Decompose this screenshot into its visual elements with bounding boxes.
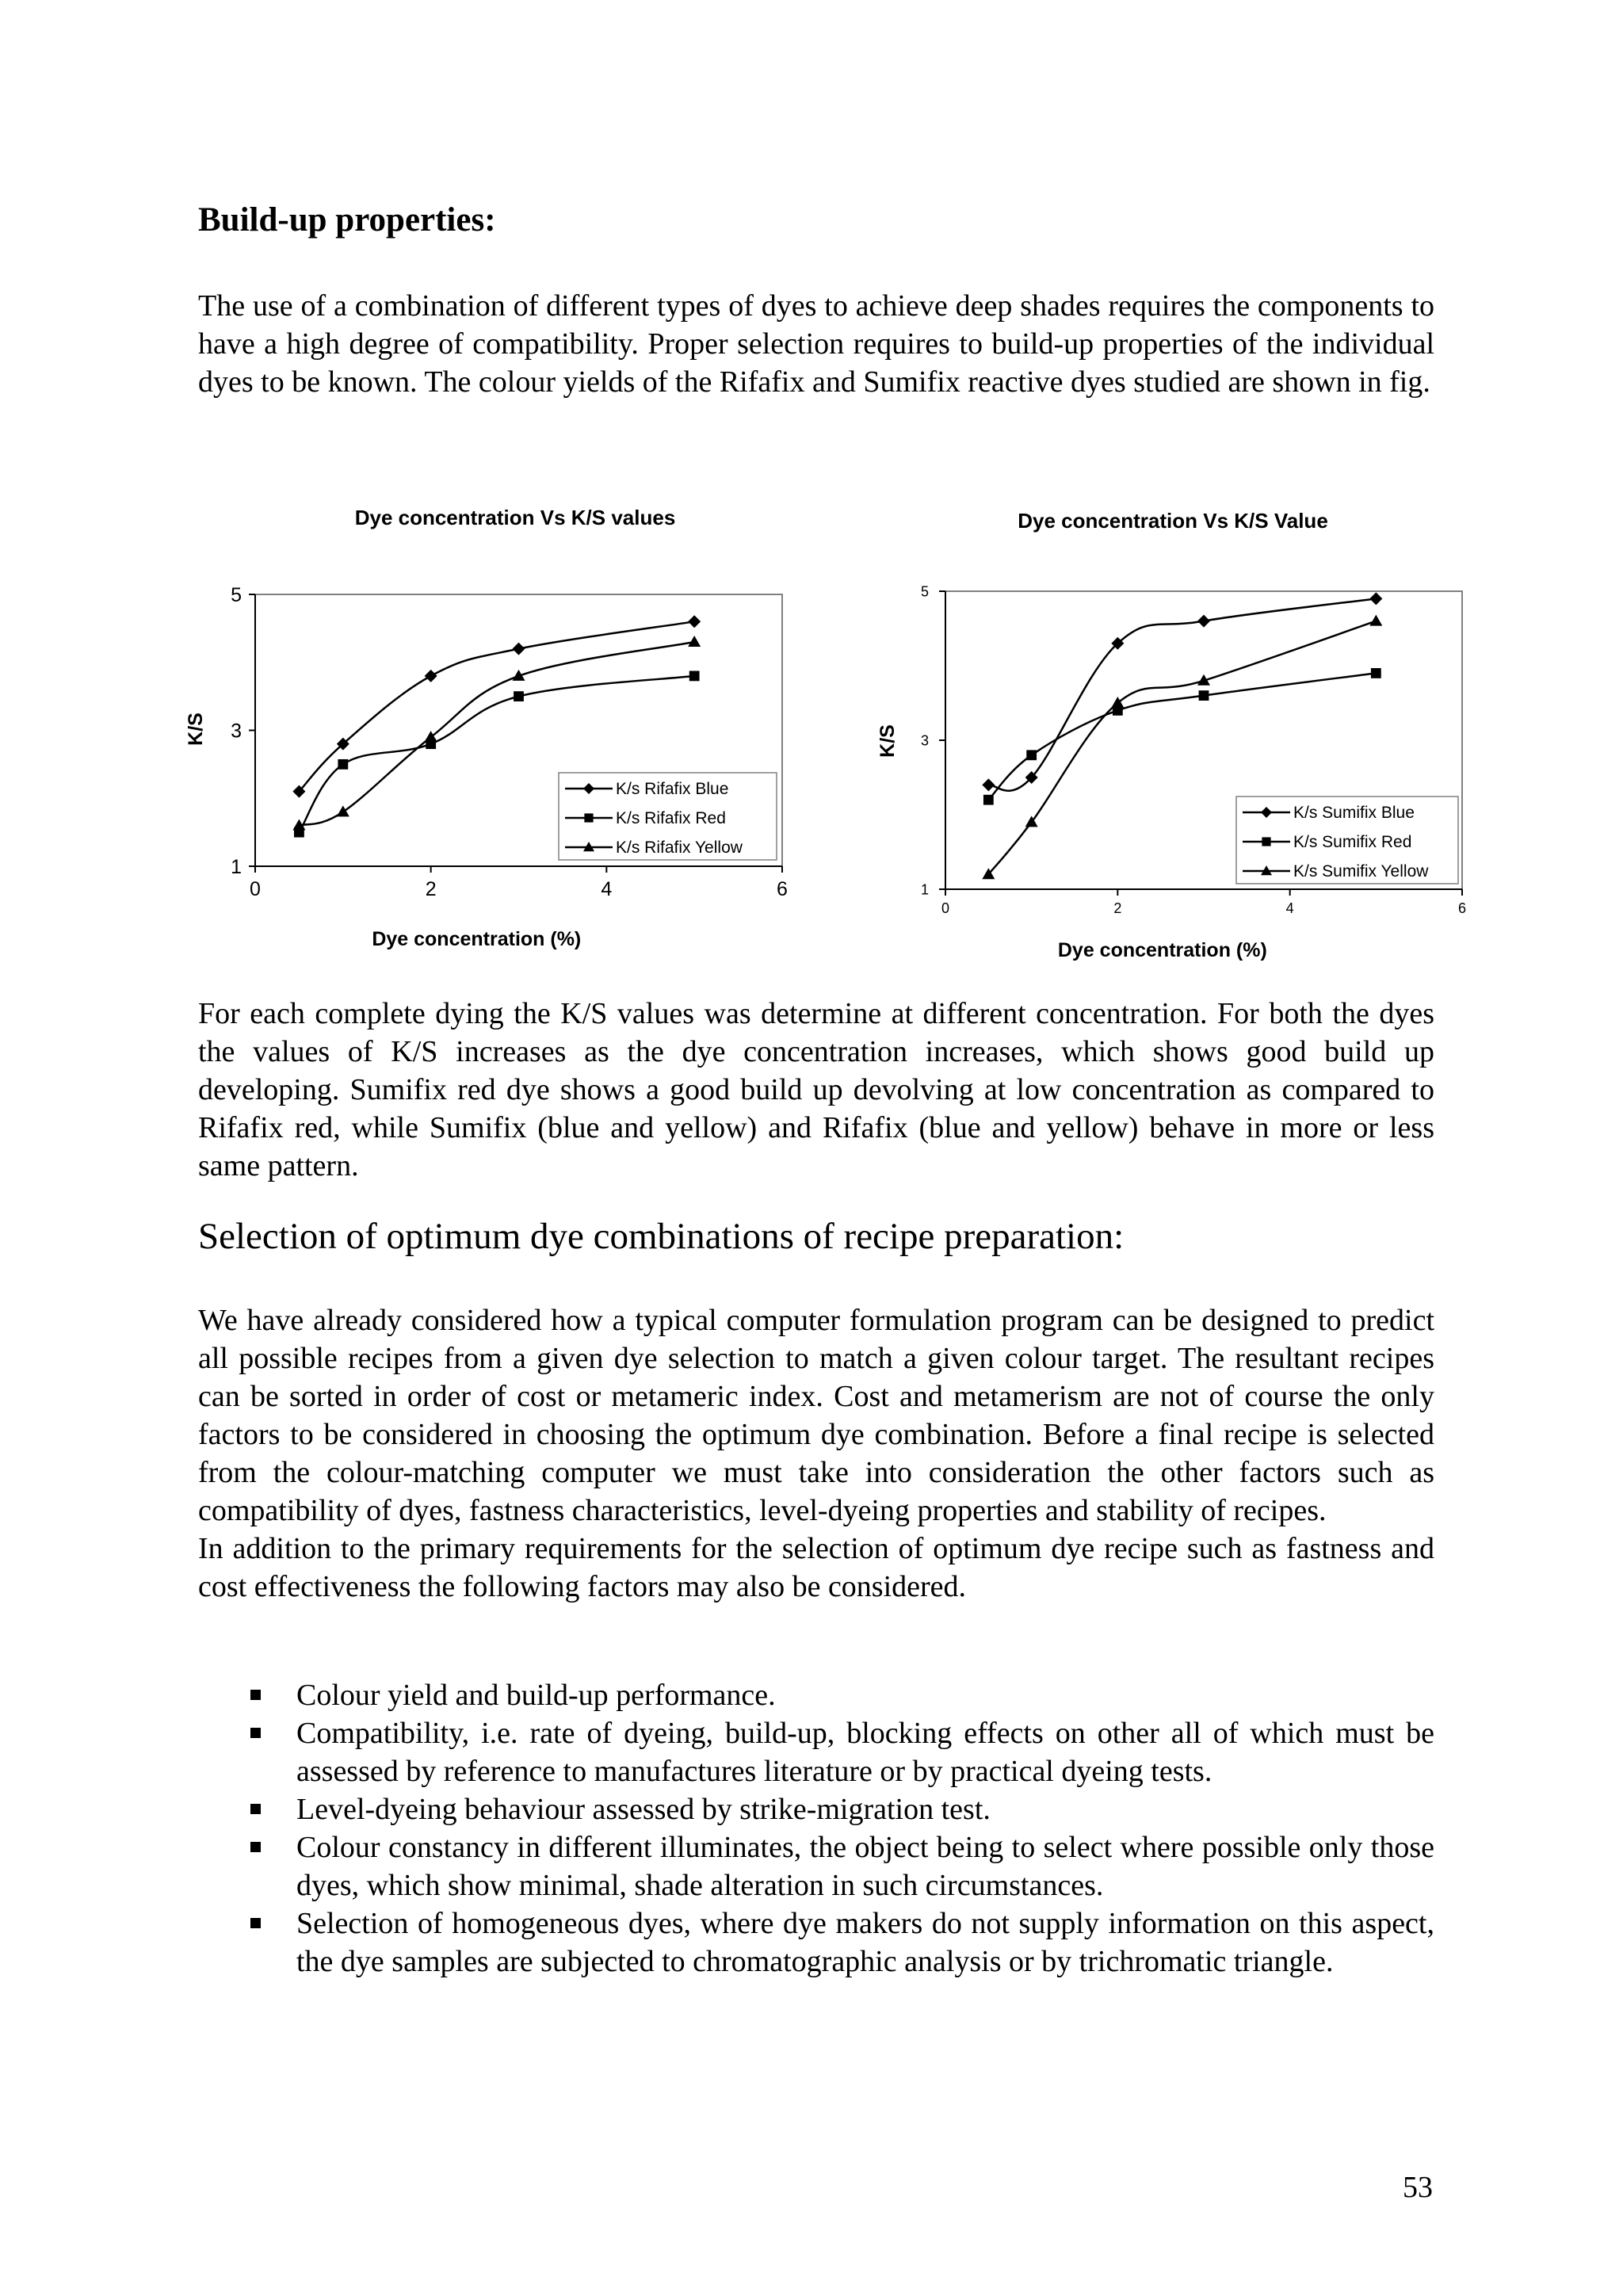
- section-heading: Build-up properties:: [198, 201, 496, 239]
- y-tick-label: 5: [920, 583, 929, 600]
- charts-discussion-paragraph: For each complete dying the K/S values was determine at different concentration. For both the dyes the values of K/S increases as the dye concentration increases, which shows good build up developing. Sumifix red dye shows a good build up devolving at low concentration as compared to Rifafix red, while Sumifix (blue and yellow) and Rifafix (blue and yellow) behave in more or less same pattern.: [198, 997, 1434, 1182]
- y-axis-label: K/S: [185, 712, 207, 746]
- bullet-square-icon: [250, 1690, 261, 1700]
- addition-paragraph: In addition to the primary requirements for the selection of optimum dye recipe such as fastness and cost effectiveness the following factors may also be considered.: [198, 1532, 1434, 1603]
- legend-marker: [1262, 837, 1270, 846]
- list-item-text: Level-dyeing behaviour assessed by strike-migration test.: [296, 1793, 991, 1826]
- bullet-square-icon: [250, 1842, 261, 1852]
- factor-list: [198, 1676, 1434, 1981]
- intro-paragraph-block: [198, 287, 1434, 401]
- legend-marker: [584, 813, 593, 822]
- x-tick-label: 2: [1113, 900, 1122, 916]
- y-tick-label: 3: [231, 720, 242, 743]
- x-tick-label: 6: [1457, 900, 1467, 916]
- list-item: [198, 1904, 1434, 1981]
- legend-label: K/s Rifafix Blue: [616, 780, 729, 798]
- x-tick-label: 2: [425, 878, 437, 900]
- y-tick-label: 5: [231, 583, 242, 606]
- legend-label: K/s Sumifix Red: [1293, 833, 1412, 851]
- subheading: Selection of optimum dye combinations of recipe preparation:: [198, 1216, 1125, 1257]
- list-item-text: Colour constancy in different illuminates, the object being to select where possible only those dyes, which show minimal, shade alteration in such circumstances.: [296, 1831, 1434, 1902]
- y-tick-label: 3: [920, 732, 929, 749]
- list-item-text: Compatibility, i.e. rate of dyeing, build-up, blocking effects on other all of which must be assessed by reference to manufactures literature or by practical dyeing tests.: [296, 1717, 1434, 1788]
- legend-label: K/s Rifafix Red: [616, 809, 726, 827]
- y-tick-label: 1: [231, 855, 242, 878]
- selection-paragraph-block: [198, 1301, 1434, 1606]
- legend-label: K/s Sumifix Blue: [1293, 804, 1415, 822]
- x-axis-label: Dye concentration (%): [372, 928, 582, 950]
- bullet-square-icon: [250, 1804, 261, 1814]
- page-number: 53: [1403, 2171, 1433, 2204]
- x-axis-label: Dye concentration (%): [1057, 939, 1267, 961]
- y-tick-label: 1: [920, 881, 929, 898]
- y-axis-label: K/S: [876, 724, 899, 758]
- list-item: [198, 1714, 1434, 1790]
- legend-label: K/s Rifafix Yellow: [616, 839, 743, 857]
- x-tick-label: 4: [1285, 900, 1294, 916]
- list-item: [198, 1676, 1434, 1714]
- data-point: [1371, 668, 1381, 678]
- list-item-text: Selection of homogeneous dyes, where dye makers do not supply information on this aspect, the dye samples are subjected to chromatographic analysis or by trichromatic triangle.: [296, 1907, 1434, 1978]
- list-item-text: Colour yield and build-up performance.: [296, 1679, 776, 1712]
- chart-rifafix: [174, 491, 824, 967]
- chart-sumifix: [864, 491, 1482, 967]
- chart-title: Dye concentration Vs K/S values: [354, 506, 676, 529]
- list-item: [198, 1828, 1434, 1904]
- data-point: [338, 759, 348, 770]
- x-tick-label: 0: [250, 878, 261, 900]
- selection-paragraph: We have already considered how a typical computer formulation program can be designed to predict all possible recipes from a given dye selection to match a given colour target. The resultant recipes can be sorted in order of cost or metameric index. Cost and metamerism are not of course the only factors to be considered in choosing the optimum dye combination. Before a final recipe is selected from the colour-matching computer we must take into consideration the other factors such as compatibility of dyes, fastness characteristics, level-dyeing properties and stability of recipes.: [198, 1304, 1434, 1527]
- chart-title: Dye concentration Vs K/S Value: [1018, 509, 1328, 533]
- bullet-square-icon: [250, 1918, 261, 1928]
- list-item: [198, 1790, 1434, 1828]
- data-point: [689, 671, 700, 682]
- x-tick-label: 6: [777, 878, 788, 900]
- data-point: [514, 691, 524, 701]
- chart-rifafix-svg: [174, 491, 824, 967]
- x-tick-label: 0: [941, 900, 950, 916]
- intro-paragraph: The use of a combination of different types of dyes to achieve deep shades requires the components to have a high degree of compatibility. Proper selection requires to build-up properties of the individual dyes to be known. The colour yields of the Rifafix and Sumifix reactive dyes studied are shown in fig.: [198, 289, 1434, 399]
- bullet-square-icon: [250, 1728, 261, 1738]
- x-tick-label: 4: [601, 878, 613, 900]
- legend-label: K/s Sumifix Yellow: [1293, 862, 1429, 881]
- data-point: [983, 795, 994, 805]
- chart-sumifix-svg: [864, 491, 1482, 967]
- data-point: [1026, 750, 1037, 760]
- charts-discussion-block: [198, 995, 1434, 1185]
- data-point: [1199, 690, 1209, 701]
